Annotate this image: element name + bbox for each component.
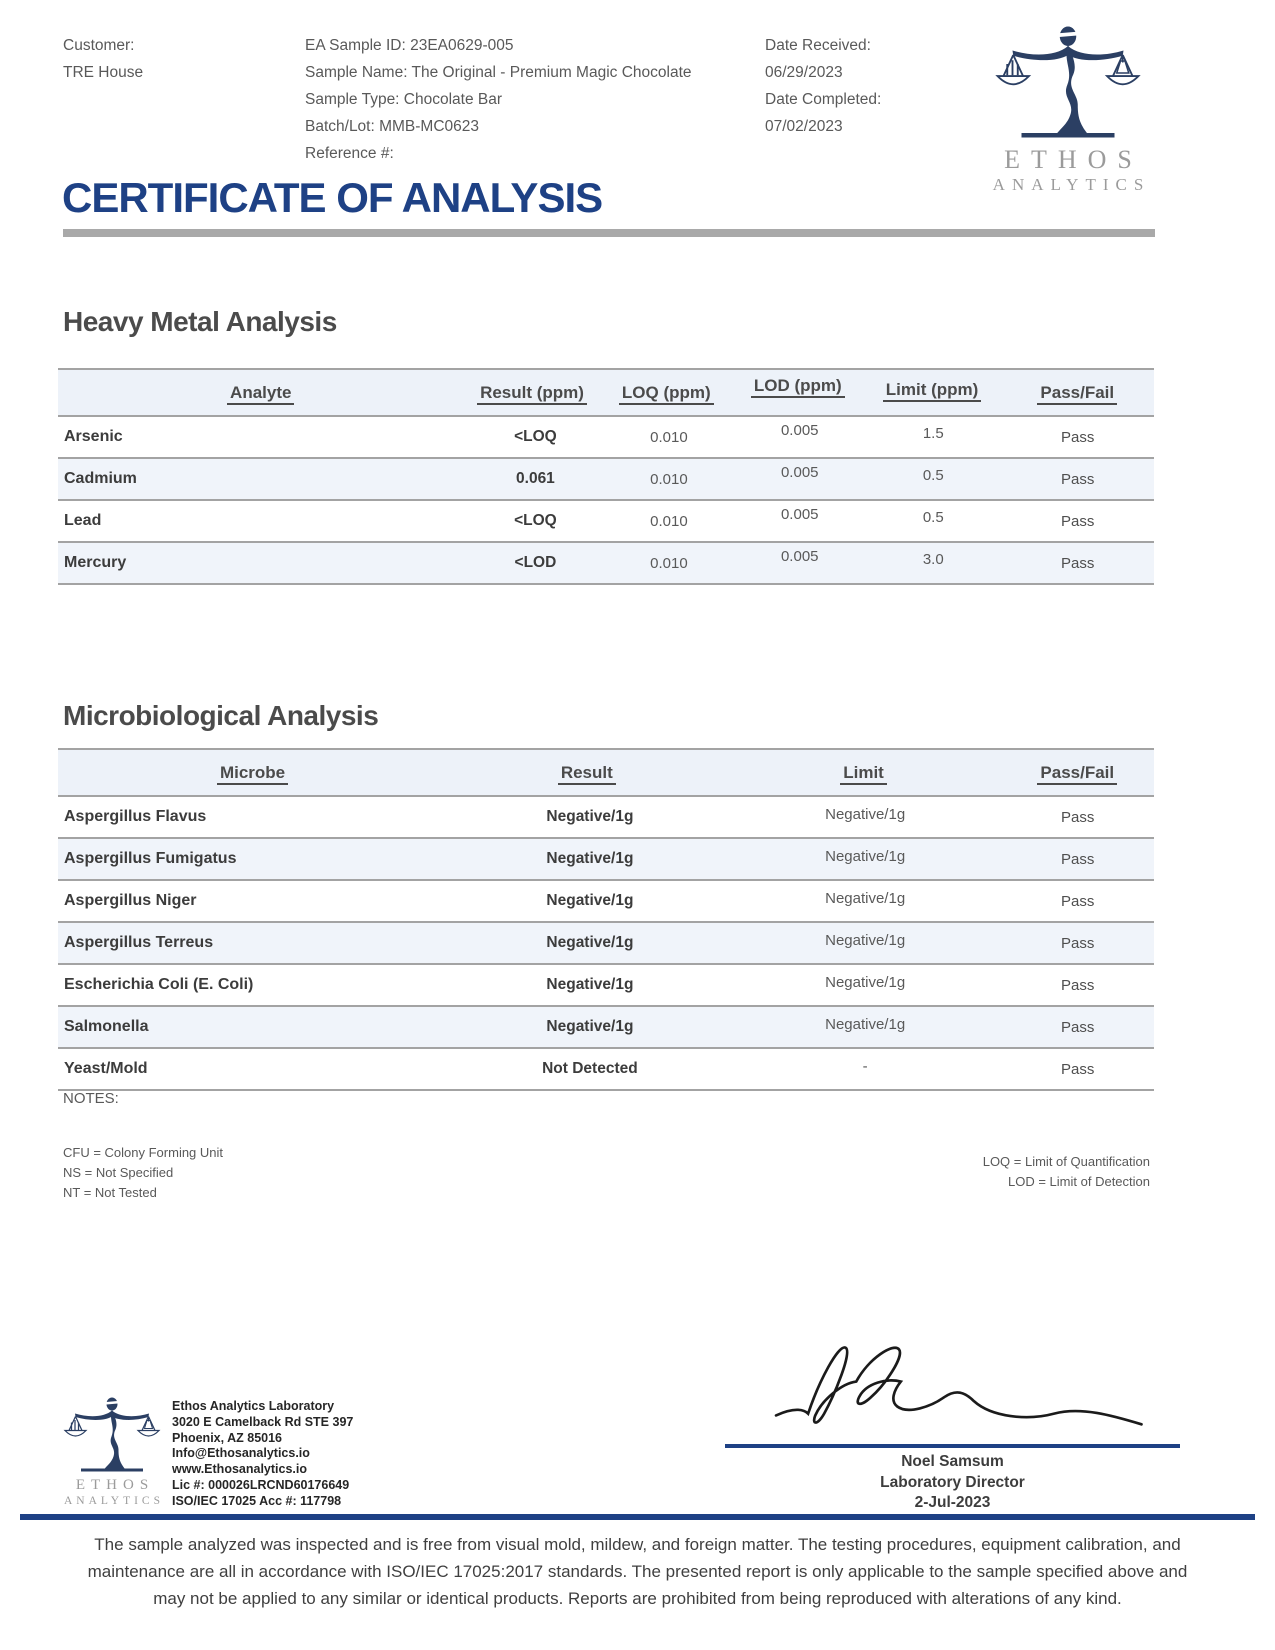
analyte-cell: Lead bbox=[64, 512, 102, 529]
lab-info-block bbox=[172, 1399, 353, 1510]
microbe-cell: Aspergillus Terreus bbox=[64, 934, 214, 951]
pass-fail-cell: Pass bbox=[1061, 850, 1095, 868]
microbe-cell: Salmonella bbox=[64, 1018, 149, 1035]
notes-label: NOTES: bbox=[63, 1090, 119, 1107]
signature-line bbox=[725, 1444, 1180, 1448]
table-row bbox=[58, 923, 1154, 965]
result-cell: Negative/1g bbox=[546, 850, 634, 867]
limit-cell: Negative/1g bbox=[825, 931, 906, 949]
reference-number: Reference #: bbox=[305, 145, 394, 162]
col-pass-fail: Pass/Fail bbox=[1037, 763, 1117, 785]
table-row bbox=[58, 1049, 1154, 1091]
page-title: CERTIFICATE OF ANALYSIS bbox=[62, 174, 603, 221]
sample-id: EA Sample ID: 23EA0629-005 bbox=[305, 37, 514, 54]
date-received-label: Date Received: bbox=[765, 37, 871, 54]
microbe-cell: Escherichia Coli (E. Coli) bbox=[64, 976, 254, 993]
date-completed-value: 07/02/2023 bbox=[765, 118, 843, 135]
legend-left bbox=[63, 1143, 223, 1203]
customer-block bbox=[63, 32, 283, 86]
pass-fail-cell: Pass bbox=[1061, 512, 1095, 530]
table-row bbox=[58, 839, 1154, 881]
customer-label: Customer: bbox=[63, 37, 135, 54]
footer-logo bbox=[56, 1392, 168, 1509]
pass-fail-cell: Pass bbox=[1061, 808, 1095, 826]
pass-fail-cell: Pass bbox=[1061, 554, 1095, 572]
logo-word-analytics: ANALYTICS bbox=[992, 175, 1151, 194]
table-row bbox=[58, 1007, 1154, 1049]
signature-date: 2-Jul-2023 bbox=[914, 1494, 991, 1511]
microbe-cell: Aspergillus Flavus bbox=[64, 808, 207, 825]
result-cell: Negative/1g bbox=[546, 808, 634, 825]
table-row bbox=[58, 797, 1154, 839]
legend-loq: LOQ = Limit of Quantification bbox=[982, 1154, 1150, 1169]
result-cell: <LOQ bbox=[514, 512, 557, 529]
limit-cell: Negative/1g bbox=[825, 847, 906, 865]
col-lod: LOD (ppm) bbox=[751, 376, 845, 398]
result-cell: <LOQ bbox=[514, 428, 557, 445]
heavy-metal-heading: Heavy Metal Analysis bbox=[63, 306, 337, 337]
microbe-cell: Yeast/Mold bbox=[64, 1060, 148, 1077]
limit-cell: Negative/1g bbox=[825, 805, 906, 823]
result-cell: <LOD bbox=[514, 554, 557, 571]
microbe-cell: Aspergillus Fumigatus bbox=[64, 850, 237, 867]
heavy-metal-table bbox=[58, 368, 1154, 585]
signature-block bbox=[725, 1326, 1180, 1512]
table-row bbox=[58, 543, 1154, 585]
lod-cell: 0.005 bbox=[780, 421, 819, 439]
sample-type: Sample Type: Chocolate Bar bbox=[305, 91, 503, 108]
pass-fail-cell: Pass bbox=[1061, 1060, 1095, 1078]
col-microbe: Microbe bbox=[217, 763, 288, 785]
disclaimer-text: The sample analyzed was inspected and is free from visual mold, mildew, and foreign matter. The testing procedures, equipment calibration, and maintenance are all in accordance with ISO/IEC 17025:2017 standards. The presented report is only applicable to the sample specified above and may not be applied to any similar or identical products. Reports are prohibited from being reproduced with alterations of any kind. bbox=[87, 1535, 1188, 1608]
limit-cell: Negative/1g bbox=[825, 1015, 906, 1033]
title-divider bbox=[63, 229, 1155, 237]
result-cell: Negative/1g bbox=[546, 976, 634, 993]
pass-fail-cell: Pass bbox=[1061, 470, 1095, 488]
micro-header-row bbox=[58, 750, 1154, 797]
limit-cell: - bbox=[862, 1057, 868, 1075]
justice-scales-icon bbox=[993, 18, 1143, 146]
table-row bbox=[58, 881, 1154, 923]
table-row bbox=[58, 501, 1154, 543]
analyte-cell: Arsenic bbox=[64, 428, 123, 445]
logo-word-analytics: ANALYTICS bbox=[63, 1495, 164, 1507]
col-limit: Limit bbox=[840, 763, 887, 785]
signatory-name: Noel Samsum bbox=[901, 1453, 1004, 1470]
lab-license: Lic #: 000026LRCND60176649 bbox=[172, 1477, 350, 1492]
col-pass-fail: Pass/Fail bbox=[1037, 383, 1117, 405]
dates-block bbox=[765, 32, 965, 140]
col-limit: Limit (ppm) bbox=[883, 380, 982, 402]
analyte-cell: Cadmium bbox=[64, 470, 137, 487]
limit-cell: Negative/1g bbox=[825, 973, 906, 991]
loq-cell: 0.010 bbox=[650, 554, 688, 572]
analyte-cell: Mercury bbox=[64, 554, 127, 571]
microbe-cell: Aspergillus Niger bbox=[64, 892, 197, 909]
table-row bbox=[58, 417, 1154, 459]
signature-scribble bbox=[760, 1326, 1170, 1446]
col-result: Result bbox=[558, 763, 616, 785]
legend-lod: LOD = Limit of Detection bbox=[1008, 1174, 1150, 1189]
table-row bbox=[58, 965, 1154, 1007]
micro-heading: Microbiological Analysis bbox=[63, 700, 379, 731]
loq-cell: 0.010 bbox=[650, 470, 688, 488]
result-cell: Negative/1g bbox=[546, 892, 634, 909]
limit-cell: Negative/1g bbox=[825, 889, 906, 907]
pass-fail-cell: Pass bbox=[1061, 1018, 1095, 1036]
legend-nt: NT = Not Tested bbox=[63, 1185, 157, 1200]
col-loq: LOQ (ppm) bbox=[619, 383, 714, 405]
result-cell: Not Detected bbox=[542, 1060, 638, 1077]
lab-address-1: 3020 E Camelback Rd STE 397 bbox=[172, 1414, 354, 1429]
heavy-metal-header-row bbox=[58, 370, 1154, 417]
limit-cell: 3.0 bbox=[922, 550, 944, 568]
limit-cell: 0.5 bbox=[922, 508, 944, 526]
signatory-title: Laboratory Director bbox=[880, 1474, 1025, 1491]
date-received-value: 06/29/2023 bbox=[765, 64, 843, 81]
justice-scales-icon bbox=[62, 1392, 162, 1477]
limit-cell: 0.5 bbox=[922, 466, 944, 484]
lab-iso: ISO/IEC 17025 Acc #: 117798 bbox=[172, 1493, 342, 1508]
lab-email: Info@Ethosanalytics.io bbox=[172, 1446, 310, 1461]
footer-divider bbox=[20, 1514, 1255, 1520]
col-analyte: Analyte bbox=[227, 383, 294, 405]
lab-address-2: Phoenix, AZ 85016 bbox=[172, 1430, 282, 1445]
logo-word-ethos: ETHOS bbox=[75, 1477, 155, 1493]
pass-fail-cell: Pass bbox=[1061, 934, 1095, 952]
pass-fail-cell: Pass bbox=[1061, 976, 1095, 994]
batch-lot: Batch/Lot: MMB-MC0623 bbox=[305, 118, 480, 135]
limit-cell: 1.5 bbox=[922, 424, 944, 442]
result-cell: Negative/1g bbox=[546, 1018, 634, 1035]
col-result: Result (ppm) bbox=[477, 383, 587, 405]
loq-cell: 0.010 bbox=[650, 512, 688, 530]
ethos-analytics-logo bbox=[972, 18, 1164, 196]
sample-info-block bbox=[305, 32, 745, 167]
lod-cell: 0.005 bbox=[780, 505, 819, 523]
lab-name: Ethos Analytics Laboratory bbox=[172, 1399, 335, 1413]
legend-right bbox=[983, 1152, 1150, 1192]
legend-cfu: CFU = Colony Forming Unit bbox=[63, 1145, 224, 1160]
lab-website: www.Ethosanalytics.io bbox=[172, 1462, 307, 1477]
result-cell: Negative/1g bbox=[546, 934, 634, 951]
result-cell: 0.061 bbox=[516, 470, 555, 487]
customer-name: TRE House bbox=[63, 64, 144, 81]
lod-cell: 0.005 bbox=[780, 547, 819, 565]
logo-word-ethos: ETHOS bbox=[1004, 145, 1143, 174]
date-completed-label: Date Completed: bbox=[765, 91, 882, 108]
pass-fail-cell: Pass bbox=[1061, 892, 1095, 910]
legend-ns: NS = Not Specified bbox=[63, 1165, 174, 1180]
lod-cell: 0.005 bbox=[780, 463, 819, 481]
sample-name: Sample Name: The Original - Premium Magic Chocolate bbox=[305, 64, 692, 81]
pass-fail-cell: Pass bbox=[1061, 428, 1095, 446]
loq-cell: 0.010 bbox=[650, 428, 688, 446]
micro-table bbox=[58, 748, 1154, 1091]
table-row bbox=[58, 459, 1154, 501]
